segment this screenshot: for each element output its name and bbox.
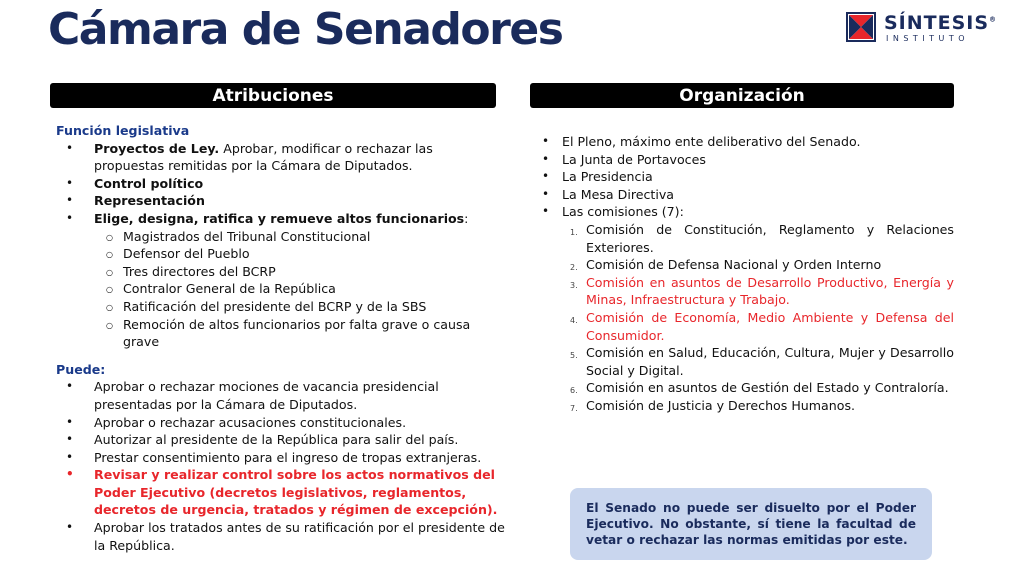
logo-subtitle: INSTITUTO (886, 34, 970, 43)
list-item: • La Mesa Directiva (540, 186, 954, 204)
list-item: • Aprobar los tratados antes de su ratificación por el presidente de la República. (56, 519, 506, 554)
page-title: Cámara de Senadores (48, 4, 563, 55)
funcionarios-sublist (94, 228, 506, 351)
funcion-legislativa-list (56, 140, 506, 351)
list-item: • La Presidencia (540, 168, 954, 186)
sub-list-item: ○ Tres directores del BCRP (94, 263, 506, 281)
sub-list-item: ○ Magistrados del Tribunal Constitucional (94, 228, 506, 246)
sub-list-item: ○ Remoción de altos funcionarios por falta grave o causa grave (94, 316, 506, 351)
senado-note-box: El Senado no puede ser disuelto por el Poder Ejecutivo. No obstante, sí tiene la facultad de vetar o rechazar las normas emitidas por este. (570, 488, 932, 560)
commission-item: 7. Comisión de Justicia y Derechos Humanos. (570, 397, 856, 413)
commission-item-highlighted: 3. Comisión en asuntos de Desarrollo Productivo, Energía y Minas, Infraestructura y Trabajo. (570, 274, 954, 308)
comisiones-list (540, 221, 954, 415)
atribuciones-column (56, 122, 506, 554)
list-item: • Aprobar o rechazar mociones de vacancia presidencial presentadas por la Cámara de Diputados. (56, 378, 506, 413)
list-item: • La Junta de Portavoces (540, 151, 954, 169)
logo-name: SÍNTESIS® (884, 12, 998, 34)
sub-list-item: ○ Contralor General de la República (94, 280, 506, 298)
commission-item: 6. Comisión en asuntos de Gestión del Estado y Contraloría. (570, 380, 949, 396)
list-item-highlighted: • Revisar y realizar control sobre los actos normativos del Poder Ejecutivo (decretos legislativos, reglamentos, decretos de urgencia, tratados y régimen de excepción). (56, 466, 506, 519)
commission-item: 2. Comisión de Defensa Nacional y Orden Interno (570, 257, 882, 273)
organizacion-column (540, 133, 954, 415)
list-item: • El Pleno, máximo ente deliberativo del Senado. (540, 133, 954, 151)
list-item: • Prestar consentimiento para el ingreso de tropas extranjeras. (56, 449, 506, 467)
sintesis-logo (846, 12, 996, 46)
list-item: • Autorizar al presidente de la República para salir del país. (56, 431, 506, 449)
organizacion-header: Organización (530, 83, 954, 108)
logo-mark-icon (846, 12, 876, 42)
commission-item-highlighted: 4. Comisión de Economía, Medio Ambiente y Defensa del Consumidor. (570, 309, 954, 343)
sub-list-item: ○ Defensor del Pueblo (94, 245, 506, 263)
puede-heading: Puede: (56, 361, 106, 377)
sub-list-item: ○ Ratificación del presidente del BCRP y de la SBS (94, 298, 506, 316)
list-item: • Control político (56, 175, 506, 193)
list-item: • Representación (56, 192, 506, 210)
funcion-legislativa-heading: Función legislativa (56, 123, 190, 138)
list-item: • Proyectos de Ley. Aprobar, modificar o rechazar las propuestas remitidas por la Cámara de Diputados. (56, 140, 506, 175)
commission-item: 1. Comisión de Constitución, Reglamento y Relaciones Exteriores. (570, 221, 954, 255)
commission-item: 5. Comisión en Salud, Educación, Cultura, Mujer y Desarrollo Social y Digital. (570, 345, 954, 378)
organizacion-list (540, 133, 954, 221)
puede-list (56, 378, 506, 554)
list-item: • Las comisiones (7): (540, 203, 954, 221)
list-item: • Aprobar o rechazar acusaciones constitucionales. (56, 414, 506, 432)
list-item: • Elige, designa, ratifica y remueve altos funcionarios: ○ Magistrados del Tribunal Constitucional ○ Defensor del Pueblo ○ Tres directores del BCRP ○ Contralor General de la República ○ Ratificación del presidente del BCRP y de la SBS ○ Remoción de altos funcionarios por falta grave o causa grave (56, 210, 506, 351)
atribuciones-header: Atribuciones (50, 83, 496, 108)
